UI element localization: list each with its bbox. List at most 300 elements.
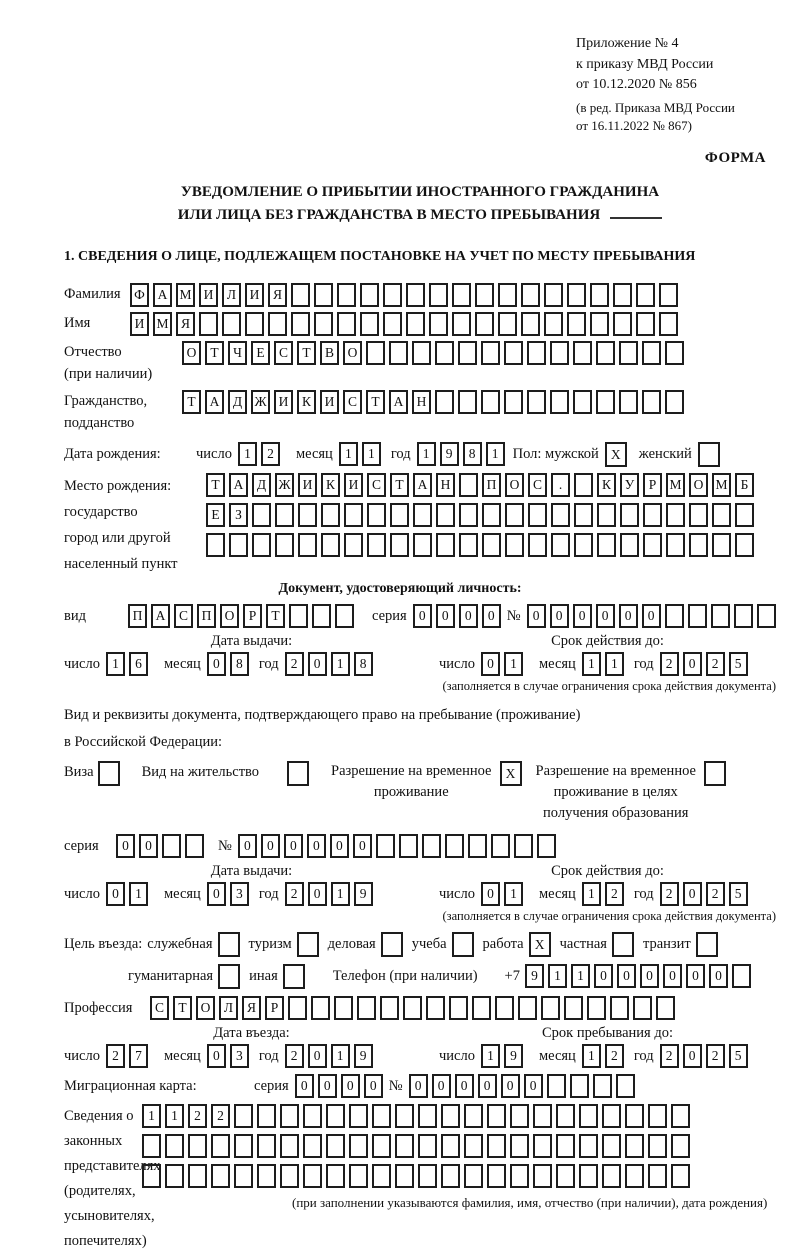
- char-cell[interactable]: [257, 1164, 276, 1188]
- char-cell[interactable]: 7: [129, 1044, 148, 1068]
- char-cell[interactable]: [616, 1074, 635, 1098]
- char-cell[interactable]: [445, 834, 464, 858]
- char-cell[interactable]: 2: [706, 1044, 725, 1068]
- char-cell[interactable]: Т: [182, 390, 201, 414]
- char-cell[interactable]: [510, 1164, 529, 1188]
- char-cell[interactable]: [527, 341, 546, 365]
- char-cell[interactable]: Т: [205, 341, 224, 365]
- char-cell[interactable]: 2: [211, 1104, 230, 1128]
- char-cell[interactable]: 0: [318, 1074, 337, 1098]
- char-cell[interactable]: [643, 503, 662, 527]
- char-cell[interactable]: [665, 341, 684, 365]
- char-cell[interactable]: [579, 1164, 598, 1188]
- char-cell[interactable]: 1: [504, 882, 523, 906]
- char-cell[interactable]: С: [274, 341, 293, 365]
- char-cell[interactable]: 0: [308, 652, 327, 676]
- char-cell[interactable]: [280, 1134, 299, 1158]
- char-cell[interactable]: [229, 533, 248, 557]
- char-cell[interactable]: И: [320, 390, 339, 414]
- char-cell[interactable]: [521, 283, 540, 307]
- char-cell[interactable]: 0: [455, 1074, 474, 1098]
- char-cell[interactable]: [590, 312, 609, 336]
- char-cell[interactable]: [335, 604, 354, 628]
- char-cell[interactable]: [413, 503, 432, 527]
- char-cell[interactable]: [436, 533, 455, 557]
- char-cell[interactable]: [590, 283, 609, 307]
- char-cell[interactable]: [610, 996, 629, 1020]
- char-cell[interactable]: [395, 1164, 414, 1188]
- char-cell[interactable]: 0: [261, 834, 280, 858]
- char-cell[interactable]: П: [482, 473, 501, 497]
- char-cell[interactable]: 0: [116, 834, 135, 858]
- char-cell[interactable]: 5: [729, 1044, 748, 1068]
- char-cell[interactable]: 1: [165, 1104, 184, 1128]
- char-cell[interactable]: Т: [390, 473, 409, 497]
- char-cell[interactable]: [234, 1104, 253, 1128]
- char-cell[interactable]: [482, 503, 501, 527]
- char-cell[interactable]: И: [245, 283, 264, 307]
- char-cell[interactable]: С: [174, 604, 193, 628]
- checkbox-visa[interactable]: [98, 761, 120, 786]
- char-cell[interactable]: [665, 390, 684, 414]
- char-cell[interactable]: 2: [605, 882, 624, 906]
- char-cell[interactable]: А: [413, 473, 432, 497]
- char-cell[interactable]: 0: [683, 882, 702, 906]
- char-cell[interactable]: 2: [605, 1044, 624, 1068]
- char-cell[interactable]: 0: [709, 964, 728, 988]
- char-cell[interactable]: [666, 503, 685, 527]
- char-cell[interactable]: [298, 533, 317, 557]
- char-cell[interactable]: [383, 312, 402, 336]
- char-cell[interactable]: 1: [339, 442, 358, 466]
- char-cell[interactable]: [185, 834, 204, 858]
- char-cell[interactable]: З: [229, 503, 248, 527]
- char-cell[interactable]: [459, 503, 478, 527]
- char-cell[interactable]: [551, 533, 570, 557]
- char-cell[interactable]: [468, 834, 487, 858]
- char-cell[interactable]: [349, 1164, 368, 1188]
- char-cell[interactable]: [372, 1104, 391, 1128]
- char-cell[interactable]: [280, 1104, 299, 1128]
- char-cell[interactable]: [573, 390, 592, 414]
- char-cell[interactable]: О: [196, 996, 215, 1020]
- char-cell[interactable]: 2: [660, 1044, 679, 1068]
- char-cell[interactable]: [441, 1134, 460, 1158]
- char-cell[interactable]: М: [176, 283, 195, 307]
- char-cell[interactable]: 2: [285, 652, 304, 676]
- char-cell[interactable]: [510, 1134, 529, 1158]
- char-cell[interactable]: 2: [285, 1044, 304, 1068]
- char-cell[interactable]: С: [150, 996, 169, 1020]
- char-cell[interactable]: У: [620, 473, 639, 497]
- char-cell[interactable]: [188, 1134, 207, 1158]
- char-cell[interactable]: 0: [619, 604, 638, 628]
- char-cell[interactable]: [625, 1134, 644, 1158]
- char-cell[interactable]: [165, 1134, 184, 1158]
- char-cell[interactable]: [642, 390, 661, 414]
- char-cell[interactable]: 1: [605, 652, 624, 676]
- char-cell[interactable]: 0: [617, 964, 636, 988]
- char-cell[interactable]: 0: [207, 652, 226, 676]
- char-cell[interactable]: [390, 533, 409, 557]
- char-cell[interactable]: 0: [524, 1074, 543, 1098]
- char-cell[interactable]: [188, 1164, 207, 1188]
- char-cell[interactable]: [321, 503, 340, 527]
- char-cell[interactable]: 0: [341, 1074, 360, 1098]
- char-cell[interactable]: [633, 996, 652, 1020]
- char-cell[interactable]: .: [551, 473, 570, 497]
- char-cell[interactable]: К: [597, 473, 616, 497]
- char-cell[interactable]: [435, 341, 454, 365]
- char-cell[interactable]: 1: [417, 442, 436, 466]
- char-cell[interactable]: С: [367, 473, 386, 497]
- char-cell[interactable]: 5: [729, 652, 748, 676]
- char-cell[interactable]: [487, 1104, 506, 1128]
- char-cell[interactable]: [211, 1134, 230, 1158]
- char-cell[interactable]: Т: [297, 341, 316, 365]
- char-cell[interactable]: [372, 1134, 391, 1158]
- char-cell[interactable]: [625, 1164, 644, 1188]
- char-cell[interactable]: 1: [504, 652, 523, 676]
- char-cell[interactable]: [574, 503, 593, 527]
- char-cell[interactable]: [475, 283, 494, 307]
- char-cell[interactable]: 2: [660, 882, 679, 906]
- char-cell[interactable]: [360, 312, 379, 336]
- char-cell[interactable]: [312, 604, 331, 628]
- char-cell[interactable]: [602, 1164, 621, 1188]
- char-cell[interactable]: [257, 1134, 276, 1158]
- char-cell[interactable]: [491, 834, 510, 858]
- char-cell[interactable]: [732, 964, 751, 988]
- char-cell[interactable]: 0: [436, 604, 455, 628]
- checkbox-purpose-tourism[interactable]: [297, 932, 319, 957]
- char-cell[interactable]: А: [153, 283, 172, 307]
- char-cell[interactable]: 0: [307, 834, 326, 858]
- char-cell[interactable]: 8: [463, 442, 482, 466]
- checkbox-sex-female[interactable]: [698, 442, 720, 467]
- char-cell[interactable]: [556, 1104, 575, 1128]
- char-cell[interactable]: [521, 312, 540, 336]
- char-cell[interactable]: [712, 503, 731, 527]
- char-cell[interactable]: О: [505, 473, 524, 497]
- char-cell[interactable]: 1: [331, 882, 350, 906]
- char-cell[interactable]: [199, 312, 218, 336]
- char-cell[interactable]: 2: [660, 652, 679, 676]
- char-cell[interactable]: [573, 341, 592, 365]
- char-cell[interactable]: [275, 533, 294, 557]
- char-cell[interactable]: [211, 1164, 230, 1188]
- char-cell[interactable]: [288, 996, 307, 1020]
- char-cell[interactable]: [533, 1134, 552, 1158]
- char-cell[interactable]: [648, 1164, 667, 1188]
- char-cell[interactable]: [395, 1134, 414, 1158]
- char-cell[interactable]: В: [320, 341, 339, 365]
- char-cell[interactable]: 6: [129, 652, 148, 676]
- char-cell[interactable]: [518, 996, 537, 1020]
- char-cell[interactable]: [564, 996, 583, 1020]
- char-cell[interactable]: Д: [252, 473, 271, 497]
- char-cell[interactable]: [602, 1134, 621, 1158]
- char-cell[interactable]: [619, 341, 638, 365]
- char-cell[interactable]: 1: [571, 964, 590, 988]
- char-cell[interactable]: И: [344, 473, 363, 497]
- char-cell[interactable]: [303, 1104, 322, 1128]
- checkbox-temp-residence-education[interactable]: [704, 761, 726, 786]
- char-cell[interactable]: [689, 533, 708, 557]
- char-cell[interactable]: 1: [331, 1044, 350, 1068]
- char-cell[interactable]: [464, 1164, 483, 1188]
- char-cell[interactable]: М: [666, 473, 685, 497]
- char-cell[interactable]: 0: [295, 1074, 314, 1098]
- char-cell[interactable]: 0: [481, 652, 500, 676]
- char-cell[interactable]: 0: [573, 604, 592, 628]
- char-cell[interactable]: 0: [413, 604, 432, 628]
- char-cell[interactable]: [482, 533, 501, 557]
- char-cell[interactable]: [487, 1134, 506, 1158]
- char-cell[interactable]: [596, 390, 615, 414]
- char-cell[interactable]: [360, 283, 379, 307]
- char-cell[interactable]: 0: [459, 604, 478, 628]
- char-cell[interactable]: П: [197, 604, 216, 628]
- char-cell[interactable]: [602, 1104, 621, 1128]
- checkbox-purpose-work[interactable]: X: [529, 932, 551, 957]
- char-cell[interactable]: [234, 1164, 253, 1188]
- char-cell[interactable]: [671, 1134, 690, 1158]
- char-cell[interactable]: [349, 1134, 368, 1158]
- char-cell[interactable]: 0: [642, 604, 661, 628]
- char-cell[interactable]: [472, 996, 491, 1020]
- char-cell[interactable]: 9: [525, 964, 544, 988]
- char-cell[interactable]: Ф: [130, 283, 149, 307]
- char-cell[interactable]: [252, 503, 271, 527]
- char-cell[interactable]: Я: [242, 996, 261, 1020]
- char-cell[interactable]: 0: [686, 964, 705, 988]
- char-cell[interactable]: [556, 1134, 575, 1158]
- char-cell[interactable]: [659, 312, 678, 336]
- char-cell[interactable]: [334, 996, 353, 1020]
- char-cell[interactable]: [395, 1104, 414, 1128]
- char-cell[interactable]: [596, 341, 615, 365]
- char-cell[interactable]: [441, 1104, 460, 1128]
- char-cell[interactable]: [403, 996, 422, 1020]
- checkbox-purpose-humanitarian[interactable]: [218, 964, 240, 989]
- char-cell[interactable]: 9: [504, 1044, 523, 1068]
- char-cell[interactable]: Е: [251, 341, 270, 365]
- char-cell[interactable]: [464, 1134, 483, 1158]
- char-cell[interactable]: [337, 312, 356, 336]
- char-cell[interactable]: [666, 533, 685, 557]
- char-cell[interactable]: [252, 533, 271, 557]
- char-cell[interactable]: 0: [409, 1074, 428, 1098]
- char-cell[interactable]: О: [343, 341, 362, 365]
- checkbox-purpose-other[interactable]: [283, 964, 305, 989]
- char-cell[interactable]: [504, 341, 523, 365]
- char-cell[interactable]: [314, 283, 333, 307]
- char-cell[interactable]: [390, 503, 409, 527]
- char-cell[interactable]: [671, 1164, 690, 1188]
- char-cell[interactable]: 1: [582, 652, 601, 676]
- char-cell[interactable]: [280, 1164, 299, 1188]
- char-cell[interactable]: Ч: [228, 341, 247, 365]
- char-cell[interactable]: [567, 283, 586, 307]
- char-cell[interactable]: Т: [366, 390, 385, 414]
- char-cell[interactable]: А: [151, 604, 170, 628]
- char-cell[interactable]: [597, 503, 616, 527]
- char-cell[interactable]: [567, 312, 586, 336]
- char-cell[interactable]: [570, 1074, 589, 1098]
- char-cell[interactable]: Н: [436, 473, 455, 497]
- char-cell[interactable]: 3: [230, 882, 249, 906]
- char-cell[interactable]: [625, 1104, 644, 1128]
- char-cell[interactable]: [648, 1134, 667, 1158]
- char-cell[interactable]: 5: [729, 882, 748, 906]
- char-cell[interactable]: [659, 283, 678, 307]
- char-cell[interactable]: 8: [230, 652, 249, 676]
- char-cell[interactable]: [551, 503, 570, 527]
- char-cell[interactable]: [426, 996, 445, 1020]
- char-cell[interactable]: Т: [266, 604, 285, 628]
- char-cell[interactable]: [165, 1164, 184, 1188]
- char-cell[interactable]: Р: [643, 473, 662, 497]
- char-cell[interactable]: Л: [219, 996, 238, 1020]
- char-cell[interactable]: [406, 312, 425, 336]
- char-cell[interactable]: 9: [440, 442, 459, 466]
- char-cell[interactable]: И: [130, 312, 149, 336]
- char-cell[interactable]: 0: [330, 834, 349, 858]
- char-cell[interactable]: [533, 1104, 552, 1128]
- char-cell[interactable]: [326, 1104, 345, 1128]
- char-cell[interactable]: 0: [482, 604, 501, 628]
- char-cell[interactable]: 2: [285, 882, 304, 906]
- checkbox-temp-residence[interactable]: X: [500, 761, 522, 786]
- checkbox-purpose-private[interactable]: [612, 932, 634, 957]
- char-cell[interactable]: 2: [261, 442, 280, 466]
- char-cell[interactable]: [298, 503, 317, 527]
- char-cell[interactable]: 8: [354, 652, 373, 676]
- char-cell[interactable]: [712, 533, 731, 557]
- char-cell[interactable]: Н: [412, 390, 431, 414]
- char-cell[interactable]: 1: [331, 652, 350, 676]
- char-cell[interactable]: [399, 834, 418, 858]
- char-cell[interactable]: К: [297, 390, 316, 414]
- char-cell[interactable]: [142, 1164, 161, 1188]
- char-cell[interactable]: [495, 996, 514, 1020]
- char-cell[interactable]: С: [528, 473, 547, 497]
- checkbox-purpose-study[interactable]: [452, 932, 474, 957]
- char-cell[interactable]: 1: [362, 442, 381, 466]
- char-cell[interactable]: [311, 996, 330, 1020]
- char-cell[interactable]: [367, 533, 386, 557]
- char-cell[interactable]: [459, 533, 478, 557]
- char-cell[interactable]: [656, 996, 675, 1020]
- char-cell[interactable]: 1: [486, 442, 505, 466]
- checkbox-purpose-business[interactable]: [381, 932, 403, 957]
- char-cell[interactable]: [303, 1164, 322, 1188]
- char-cell[interactable]: [734, 604, 753, 628]
- char-cell[interactable]: [574, 533, 593, 557]
- char-cell[interactable]: К: [321, 473, 340, 497]
- char-cell[interactable]: [367, 503, 386, 527]
- char-cell[interactable]: [514, 834, 533, 858]
- char-cell[interactable]: 0: [284, 834, 303, 858]
- char-cell[interactable]: А: [229, 473, 248, 497]
- char-cell[interactable]: 0: [106, 882, 125, 906]
- char-cell[interactable]: Т: [173, 996, 192, 1020]
- char-cell[interactable]: [510, 1104, 529, 1128]
- char-cell[interactable]: 1: [481, 1044, 500, 1068]
- char-cell[interactable]: 0: [683, 1044, 702, 1068]
- char-cell[interactable]: [665, 604, 684, 628]
- char-cell[interactable]: Я: [268, 283, 287, 307]
- char-cell[interactable]: [643, 533, 662, 557]
- char-cell[interactable]: 0: [550, 604, 569, 628]
- char-cell[interactable]: [376, 834, 395, 858]
- char-cell[interactable]: [574, 473, 593, 497]
- char-cell[interactable]: [344, 533, 363, 557]
- char-cell[interactable]: [459, 473, 478, 497]
- char-cell[interactable]: [537, 834, 556, 858]
- char-cell[interactable]: И: [298, 473, 317, 497]
- char-cell[interactable]: 0: [207, 882, 226, 906]
- char-cell[interactable]: А: [205, 390, 224, 414]
- char-cell[interactable]: [435, 390, 454, 414]
- char-cell[interactable]: [268, 312, 287, 336]
- char-cell[interactable]: [344, 503, 363, 527]
- char-cell[interactable]: [587, 996, 606, 1020]
- char-cell[interactable]: [449, 996, 468, 1020]
- char-cell[interactable]: [321, 533, 340, 557]
- char-cell[interactable]: Т: [206, 473, 225, 497]
- char-cell[interactable]: [579, 1104, 598, 1128]
- char-cell[interactable]: [475, 312, 494, 336]
- char-cell[interactable]: [613, 283, 632, 307]
- char-cell[interactable]: [544, 283, 563, 307]
- char-cell[interactable]: О: [689, 473, 708, 497]
- char-cell[interactable]: [671, 1104, 690, 1128]
- char-cell[interactable]: 2: [706, 882, 725, 906]
- char-cell[interactable]: [349, 1104, 368, 1128]
- char-cell[interactable]: [597, 533, 616, 557]
- char-cell[interactable]: 0: [353, 834, 372, 858]
- char-cell[interactable]: 1: [582, 1044, 601, 1068]
- char-cell[interactable]: 1: [142, 1104, 161, 1128]
- char-cell[interactable]: [505, 533, 524, 557]
- char-cell[interactable]: [648, 1104, 667, 1128]
- char-cell[interactable]: М: [712, 473, 731, 497]
- char-cell[interactable]: [291, 283, 310, 307]
- char-cell[interactable]: [275, 503, 294, 527]
- char-cell[interactable]: [528, 533, 547, 557]
- char-cell[interactable]: Р: [265, 996, 284, 1020]
- char-cell[interactable]: 0: [207, 1044, 226, 1068]
- char-cell[interactable]: 9: [354, 882, 373, 906]
- char-cell[interactable]: [291, 312, 310, 336]
- char-cell[interactable]: [234, 1134, 253, 1158]
- char-cell[interactable]: И: [199, 283, 218, 307]
- checkbox-sex-male[interactable]: X: [605, 442, 627, 467]
- char-cell[interactable]: [314, 312, 333, 336]
- char-cell[interactable]: Р: [243, 604, 262, 628]
- char-cell[interactable]: 0: [478, 1074, 497, 1098]
- char-cell[interactable]: [429, 312, 448, 336]
- char-cell[interactable]: Ж: [251, 390, 270, 414]
- char-cell[interactable]: [142, 1134, 161, 1158]
- char-cell[interactable]: 0: [527, 604, 546, 628]
- char-cell[interactable]: М: [153, 312, 172, 336]
- char-cell[interactable]: 1: [129, 882, 148, 906]
- char-cell[interactable]: [735, 503, 754, 527]
- char-cell[interactable]: [452, 312, 471, 336]
